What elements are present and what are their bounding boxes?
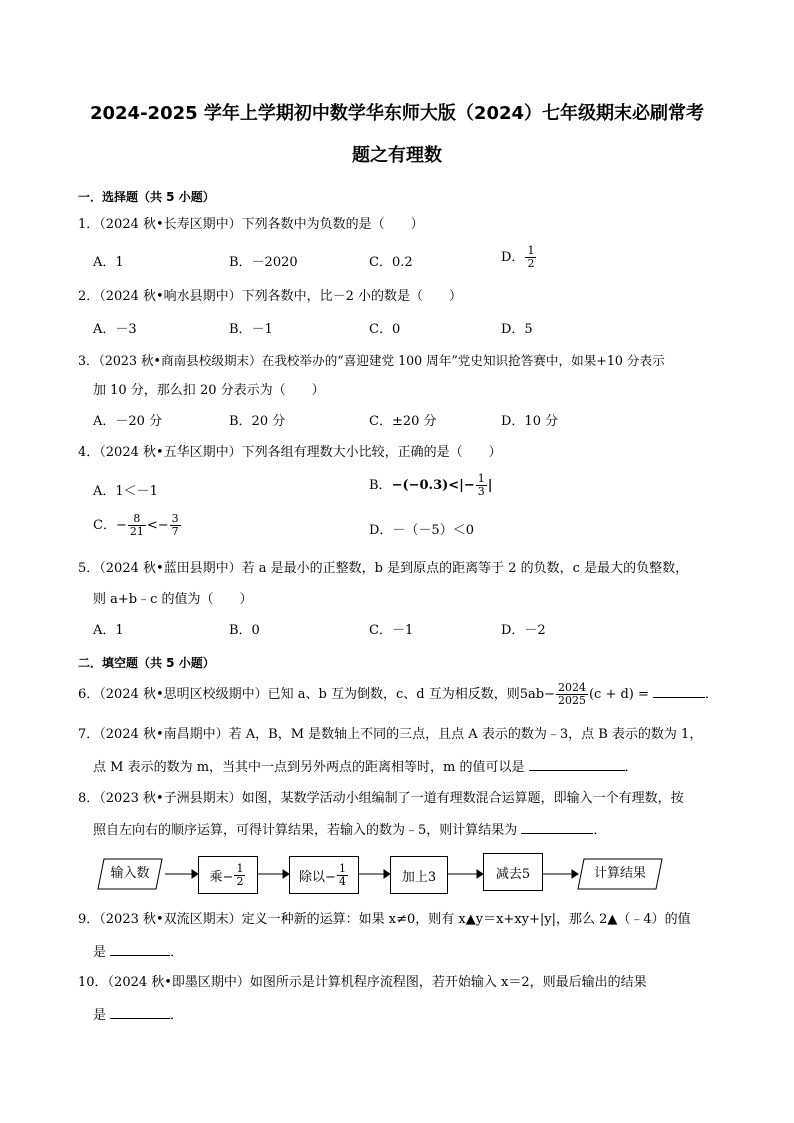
fraction-denominator: 3	[477, 485, 485, 498]
page-title-line1: 2024-2025 学年上学期初中数学华东师大版（2024）七年级期末必刷常考	[89, 103, 705, 124]
option-c-label: C．−	[93, 518, 127, 533]
option-b-label: B．	[369, 478, 392, 493]
question-5-option-c: C．－1	[369, 623, 414, 638]
question-8-text: 照自左向右的顺序运算，可得计算结果，若输入的数为﹣5，则计算结果为	[93, 823, 518, 838]
fraction	[337, 863, 348, 888]
question-2-option-b: B．－1	[229, 322, 273, 337]
question-5-option-d: D．－2	[501, 623, 546, 638]
question-4-option-d: D．－（－5）＜0	[369, 523, 474, 538]
option-b-expression: −(−0.3)<|−	[391, 478, 475, 493]
question-5-stem-line1: 5．（2024 秋•蓝田县期中）若 a 是最小的正整数，b 是到原点的距离等于 2 的负数，c 是最大的负整数，	[78, 561, 689, 576]
fraction	[234, 863, 245, 888]
fraction-denominator: 2025	[557, 694, 586, 707]
question-2-option-a: A．－3	[93, 322, 137, 337]
question-6-end: ．	[705, 687, 719, 702]
question-6-tail: (c + d) =	[588, 687, 649, 702]
question-3-stem-line1: 3．（2023 秋•商南县校级期末）在我校举办的“喜迎建党 100 周年”党史知识抢答赛中，如果+10 分表示	[78, 353, 665, 368]
answer-blank[interactable]	[110, 1005, 170, 1019]
question-9-stem-line2	[93, 942, 738, 962]
fraction-denominator: 7	[171, 525, 179, 538]
question-8-end: ．	[593, 823, 607, 838]
question-1-option-b: B．－2020	[229, 255, 298, 270]
question-3-option-a: A．－20 分	[93, 414, 163, 429]
fraction-denominator: 2	[236, 874, 244, 888]
option-d-label: D．	[501, 250, 525, 265]
question-9-stem-line1: 9．（2023 秋•双流区期末）定义一种新的运算：如果 x≠0，则有 x▲y＝x+xy+|y|，那么 2▲（﹣4）的值	[78, 912, 691, 927]
question-2-option-c: C．0	[369, 322, 401, 337]
question-3-option-b: B．20 分	[229, 414, 286, 429]
question-6-text: 6．（2024 秋•思明区校级期中）已知 a、b 互为倒数，c、d 互为相反数，则5ab−	[78, 687, 555, 702]
section-heading-fill: 二．填空题（共 5 小题）	[78, 656, 215, 670]
fraction-numerator: 1	[338, 861, 346, 875]
fraction-numerator: 3	[171, 512, 179, 525]
flow-step-multiply	[198, 856, 258, 894]
question-2-option-d: D．5	[501, 322, 533, 337]
question-5-option-b: B．0	[229, 623, 260, 638]
fraction-numerator: 8	[128, 513, 146, 526]
section-heading-choice: 一．选择题（共 5 小题）	[78, 190, 215, 204]
question-1-option-a: A．1	[93, 255, 124, 270]
question-5-stem-line2: 则 a+b﹣c 的值为（ ）	[93, 592, 253, 607]
question-7-end: ．	[624, 760, 638, 775]
fraction-numerator: 1	[236, 861, 244, 875]
question-9-text: 是	[93, 945, 107, 960]
question-10-stem-line1: 10．（2024 秋•即墨区期中）如图所示是计算机程序流程图，若开始输入 x＝2，则最后输出的结果	[78, 975, 647, 990]
flow-step-subtract: 减去5	[483, 853, 543, 891]
question-1-option-c: C．0.2	[369, 255, 413, 270]
question-1-stem: 1．（2024 秋•长寿区期中）下列各数中为负数的是（ ）	[78, 217, 424, 232]
option-b-suffix: |	[487, 478, 493, 493]
flow-output-label: 计算结果	[593, 866, 646, 881]
fraction-numerator: 1	[527, 244, 535, 257]
page-title-line2: 题之有理数	[352, 145, 442, 166]
question-3-option-c: C．±20 分	[369, 414, 437, 429]
flow-step-text: 除以−	[299, 869, 336, 885]
question-10-stem-line2	[93, 1005, 738, 1025]
flow-step-text: 乘−	[209, 869, 234, 885]
question-4-option-a: A．1＜－1	[93, 484, 158, 499]
question-5-option-a: A．1	[93, 623, 124, 638]
question-8-stem-line1: 8．（2023 秋•子洲县期末）如图，某数学活动小组编制了一道有理数混合运算题，即输入一个有理数，按	[78, 791, 684, 806]
flow-input-label: 输入数	[110, 866, 150, 881]
flow-step-add: 加上3	[390, 856, 448, 894]
fraction-denominator: 2	[527, 257, 535, 270]
question-3-stem-line2: 加 10 分，那么扣 20 分表示为（ ）	[93, 383, 325, 398]
question-10-end: ．	[170, 1008, 184, 1023]
question-10-text: 是	[93, 1008, 107, 1023]
question-7-text: 点 M 表示的数为 m，当其中一点到另外两点的距离相等时，m 的值可以是	[93, 760, 525, 775]
arrow-head	[572, 870, 578, 878]
question-7-stem-line1: 7．（2024 秋•南昌期中）若 A，B，M 是数轴上不同的三点，且点 A 表示的数为﹣3，点 B 表示的数为 1，	[78, 727, 703, 742]
question-2-stem: 2．（2024 秋•响水县期中）下列各数中，比－2 小的数是（ ）	[78, 289, 463, 304]
fraction-denominator: 4	[338, 874, 346, 888]
answer-blank[interactable]	[110, 942, 170, 956]
flow-step-divide	[289, 856, 359, 894]
question-4-stem: 4．（2024 秋•五华区期中）下列各组有理数大小比较，正确的是（ ）	[78, 445, 502, 460]
option-c-operator: <−	[146, 518, 169, 533]
fraction-numerator: 1	[477, 472, 485, 485]
fraction-numerator: 2024	[557, 681, 586, 694]
question-9-end: ．	[170, 945, 184, 960]
fraction-denominator: 21	[129, 525, 144, 538]
question-3-option-d: D．10 分	[501, 414, 559, 429]
